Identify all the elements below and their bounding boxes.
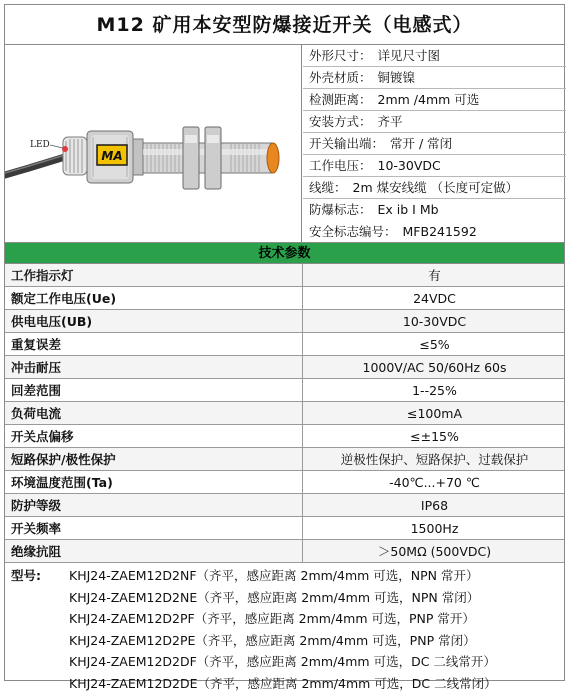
param-name: 短路保护/极性保护 — [11, 448, 301, 471]
param-value: ≤5% — [302, 333, 566, 355]
param-value: 逆极性保护、短路保护、过载保护 — [302, 448, 566, 470]
model-row — [5, 630, 564, 652]
model-item: KHJ24-ZAEM12D2DE（齐平，感应距离 2mm/4mm 可选，DC 二线常闭） — [69, 673, 497, 694]
sensor-photo — [5, 45, 302, 243]
spec-value: 齐平 — [378, 111, 403, 133]
param-value: 1--25% — [302, 379, 566, 401]
param-row — [5, 356, 564, 379]
spec-label: 安全标志编号： — [309, 221, 397, 243]
spec-value: 10-30VDC — [378, 155, 441, 177]
spec-row — [303, 111, 566, 133]
param-row — [5, 379, 564, 402]
model-item: KHJ24-ZAEM12D2PE（齐平，感应距离 2mm/4mm 可选，PNP 常闭） — [69, 630, 476, 652]
spec-row — [303, 67, 566, 89]
param-row — [5, 425, 564, 448]
param-value: IP68 — [302, 494, 566, 516]
param-row — [5, 448, 564, 471]
param-value: 24VDC — [302, 287, 566, 309]
param-row — [5, 540, 564, 563]
spec-value: MFB241592 — [403, 221, 477, 243]
spec-row — [303, 133, 566, 155]
spec-row — [303, 155, 566, 177]
ma-logo-text: MA — [101, 149, 122, 163]
param-name: 环境温度范围(Ta) — [11, 471, 301, 494]
param-value: 1500Hz — [302, 517, 566, 539]
led-label: LED — [30, 140, 50, 150]
spec-value: 详见尺寸图 — [378, 45, 441, 67]
model-item: KHJ24-ZAEM12D2NF（齐平，感应距离 2mm/4mm 可选，NPN 常开） — [69, 565, 479, 587]
param-row — [5, 287, 564, 310]
param-name: 防护等级 — [11, 494, 301, 517]
param-row — [5, 494, 564, 517]
param-value: 1000V/AC 50/60Hz 60s — [302, 356, 566, 378]
spec-row — [303, 89, 566, 111]
param-value: 有 — [302, 264, 566, 286]
param-row — [5, 310, 564, 333]
param-row — [5, 402, 564, 425]
param-name: 负荷电流 — [11, 402, 301, 425]
spec-row — [303, 177, 566, 199]
param-value: ≤±15% — [302, 425, 566, 447]
spec-label: 外形尺寸： — [309, 45, 372, 67]
param-value: ＞50MΩ (500VDC) — [302, 540, 566, 562]
top-section — [5, 45, 564, 243]
param-value: ≤100mA — [302, 402, 566, 424]
spec-row — [303, 221, 566, 243]
param-value: 10-30VDC — [302, 310, 566, 332]
param-name: 供电电压(UB) — [11, 310, 301, 333]
tech-params-table — [5, 264, 564, 563]
param-value: -40℃...+70 ℃ — [302, 471, 566, 493]
spec-label: 检测距离： — [309, 89, 372, 111]
param-row — [5, 333, 564, 356]
model-row — [5, 651, 564, 673]
param-name: 额定工作电压(Ue) — [11, 287, 301, 310]
model-item: KHJ24-ZAEM12D2DF（齐平，感应距离 2mm/4mm 可选，DC 二线常开） — [69, 651, 496, 673]
proximity-sensor-image — [5, 45, 302, 243]
product-datasheet — [4, 4, 565, 681]
spec-label: 外壳材质： — [309, 67, 372, 89]
spec-value: 常开 / 常闭 — [390, 133, 452, 155]
param-name: 开关点偏移 — [11, 425, 301, 448]
model-row — [5, 673, 564, 694]
sensing-face — [267, 143, 279, 173]
param-name: 回差范围 — [11, 379, 301, 402]
spec-row — [303, 199, 566, 221]
model-item: KHJ24-ZAEM12D2PF（齐平，感应距离 2mm/4mm 可选，PNP 常开） — [69, 608, 475, 630]
spec-value: 铜镀镍 — [378, 67, 416, 89]
model-label: 型号: — [11, 565, 41, 587]
param-row — [5, 471, 564, 494]
spec-value: 2mm /4mm 可选 — [378, 89, 480, 111]
param-row — [5, 264, 564, 287]
param-name: 重复误差 — [11, 333, 301, 356]
model-item: KHJ24-ZAEM12D2NE（齐平，感应距离 2mm/4mm 可选，NPN 常闭） — [69, 587, 479, 609]
spec-label: 防爆标志： — [309, 199, 372, 221]
spec-row — [303, 45, 566, 67]
spec-label: 开关输出端： — [309, 133, 384, 155]
param-name: 开关频率 — [11, 517, 301, 540]
model-row — [5, 565, 564, 587]
spec-value: 2m 煤安线缆 （长度可定做） — [353, 177, 519, 199]
led-indicator — [62, 146, 68, 152]
model-list — [5, 563, 564, 694]
model-row — [5, 608, 564, 630]
param-row — [5, 517, 564, 540]
spec-label: 线缆： — [309, 177, 347, 199]
spec-label: 工作电压： — [309, 155, 372, 177]
param-name: 工作指示灯 — [11, 264, 301, 287]
param-name: 冲击耐压 — [11, 356, 301, 379]
tech-params-header: 技术参数 — [5, 243, 564, 264]
model-row — [5, 587, 564, 609]
spec-list — [303, 45, 566, 243]
page-title: M12 矿用本安型防爆接近开关（电感式） — [5, 5, 564, 45]
param-name: 绝缘抗阻 — [11, 540, 301, 563]
spec-label: 安装方式： — [309, 111, 372, 133]
spec-value: Ex ib I Mb — [378, 199, 439, 221]
